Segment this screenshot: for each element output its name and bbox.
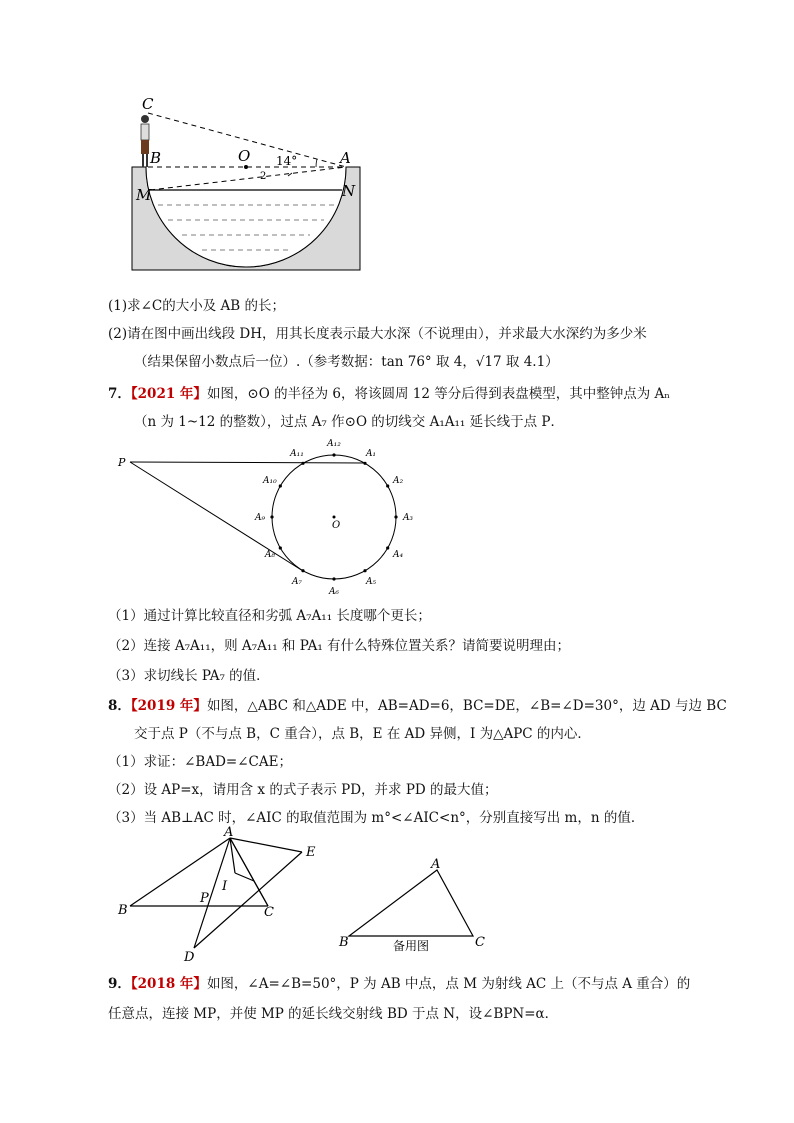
clock-label-4: A₄ <box>393 550 404 560</box>
label-A: A <box>224 826 234 840</box>
q9-stem1: 如图，∠A=∠B=50°，P 为 AB 中点，点 M 为射线 AC 上（不与点 A 重合）的 <box>206 976 691 992</box>
label-I: I <box>222 879 228 894</box>
label-A: A <box>431 857 441 872</box>
label-B: B <box>339 935 349 950</box>
label-C: C <box>142 95 154 113</box>
q8-stem-line1 <box>108 694 727 714</box>
clock-label-6: A₆ <box>328 587 340 595</box>
triangle-figure-spare <box>335 856 495 952</box>
clock-label-1: A₁ <box>365 448 377 459</box>
clock-label-7: A₇ <box>291 577 303 588</box>
q8-year: 【2019 年】 <box>130 698 207 714</box>
q8-number: 8． <box>108 698 131 714</box>
clock-point-8 <box>279 546 282 549</box>
clock-label-11: A₁₁ <box>290 448 304 459</box>
q9-stem-line2: 任意点，连接 MP，并使 MP 的延长线交射线 BD 于点 N，设∠BPN=α． <box>108 1006 559 1022</box>
label-N: N <box>342 182 356 200</box>
clock-label-10: A₁₀ <box>263 476 277 486</box>
label-B: B <box>118 903 128 918</box>
line-P-A1 <box>130 462 365 463</box>
label-P: P <box>118 456 126 469</box>
clock-point-10 <box>279 484 282 487</box>
label-O: O <box>332 520 341 531</box>
tangent-P-A7 <box>130 462 303 571</box>
angle-14: 14° <box>276 154 298 168</box>
q9-stem-line1 <box>108 972 708 992</box>
clock-label-8: A₈ <box>264 550 275 560</box>
center-O <box>244 165 248 169</box>
clock-label-5: A₅ <box>365 577 377 588</box>
q9-number: 9． <box>108 976 131 992</box>
label-O: O <box>238 147 251 165</box>
pool-figure <box>120 95 370 275</box>
label-A: A <box>340 149 351 167</box>
q7-part1: （1）通过计算比较直径和劣弧 A₇A₁₁ 长度哪个更长； <box>108 608 431 624</box>
label-E: E <box>306 845 316 860</box>
clock-point-11 <box>301 462 304 465</box>
clock-point-5 <box>363 569 366 572</box>
clock-point-9 <box>270 515 273 518</box>
q8-stem-line2: 交于点 P（不与点 B，C 重合），点 B，E 在 AD 异侧，I 为△APC 的内心． <box>134 726 591 742</box>
clock-label-0: A₁₂ <box>327 439 341 449</box>
caption-spare: 备用图 <box>393 939 430 952</box>
q8-part3: （3）当 AB⊥AC 时，∠AIC 的取值范围为 m°<∠AIC<n°，分别直接写出 m，n 的值． <box>108 810 645 826</box>
label-M: M <box>136 186 152 204</box>
q9-year: 【2018 年】 <box>130 976 207 992</box>
q7-stem-line1 <box>108 382 708 402</box>
clock-figure <box>108 435 418 595</box>
person-icon <box>141 115 149 167</box>
clock-point-7 <box>301 569 304 572</box>
clock-point-6 <box>332 577 335 580</box>
label-D: D <box>184 950 195 965</box>
label-B: B <box>150 149 162 167</box>
q7-part2: （2）连接 A₇A₁₁，则 A₇A₁₁ 和 PA₁ 有什么特殊位置关系？请简要说明理由； <box>108 638 571 654</box>
q7-number: 7． <box>108 386 131 402</box>
center-O-dot <box>333 516 336 519</box>
clock-label-9: A₉ <box>254 513 266 523</box>
q6-part2: (2)请在图中画出线段 DH，用其长度表示最大水深（不说理由），并求最大水深约为多少米 <box>108 326 647 342</box>
q8-part1: （1）求证：∠BAD=∠CAE； <box>108 754 292 770</box>
q8-stem1: 如图，△ABC 和△ADE 中，AB=AD=6，BC=DE，∠B=∠D=30°，边 AD 与边 BC <box>206 698 727 714</box>
label-C: C <box>264 905 274 920</box>
triangle-figure-main <box>112 826 332 968</box>
clock-point-4 <box>386 546 389 549</box>
clock-label-2: A₂ <box>393 476 404 486</box>
angle-mark: 2 <box>260 171 267 182</box>
q7-year: 【2021 年】 <box>130 386 207 402</box>
clock-point-2 <box>386 484 389 487</box>
clock-point-1 <box>363 462 366 465</box>
q8-part2: （2）设 AP=x，请用含 x 的式子表示 PD，并求 PD 的最大值； <box>108 782 498 798</box>
q6-part3: （结果保留小数点后一位）.（参考数据：tan 76° 取 4，√17 取 4.1） <box>134 354 559 370</box>
clock-point-0 <box>332 453 335 456</box>
q6-part1: (1)求∠C的大小及 AB 的长； <box>108 298 286 314</box>
q7-stem1: 如图，⊙O 的半径为 6，将该圆周 12 等分后得到表盘模型，其中整钟点为 Aₙ <box>206 386 671 402</box>
q7-part3: （3）求切线长 PA₇ 的值． <box>108 668 270 684</box>
q7-stem-line2: （n 为 1~12 的整数），过点 A₇ 作⊙O 的切线交 A₁A₁₁ 延长线于点 P． <box>134 414 565 430</box>
clock-label-3: A₃ <box>402 513 414 523</box>
clock-point-3 <box>394 515 397 518</box>
label-P: P <box>200 891 209 906</box>
label-C: C <box>475 935 485 950</box>
